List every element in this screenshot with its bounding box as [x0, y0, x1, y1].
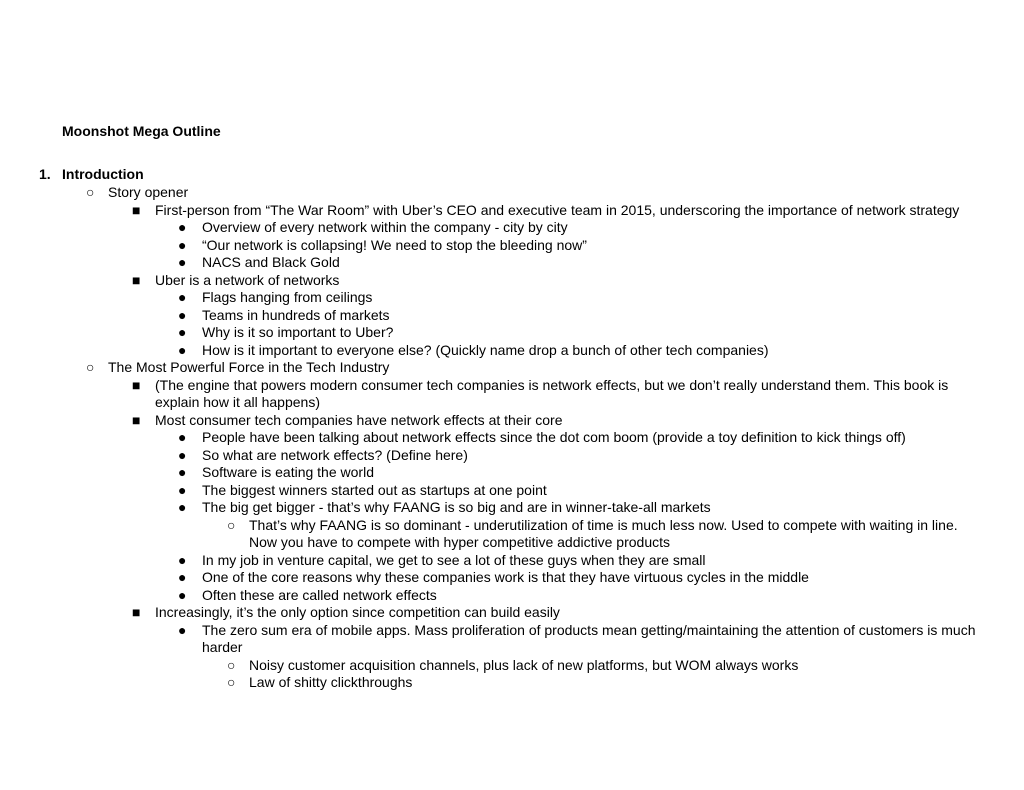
- section-heading: [39, 166, 144, 183]
- list-item-level4: ● Why is it so important to Uber?: [178, 324, 394, 340]
- list-item-level5: ○ That’s why FAANG is so dominant - underutilization of time is much less now. Used to compete with waiting in line.: [227, 516, 958, 533]
- list-item-continuation: harder: [202, 639, 243, 655]
- section-title: Introduction: [62, 166, 144, 182]
- list-item-level3: ■ Most consumer tech companies have network effects at their core: [132, 411, 563, 428]
- dot-bullet-icon: ●: [178, 499, 187, 515]
- list-item-level2: ○ The Most Powerful Force in the Tech Industry: [86, 359, 390, 375]
- hollow-bullet-icon: ○: [227, 674, 236, 690]
- dot-bullet-icon: ●: [178, 254, 187, 270]
- list-item-level4: ● The zero sum era of mobile apps. Mass proliferation of products mean getting/maintaining the attention of customers is much: [178, 621, 976, 638]
- dot-bullet-icon: ●: [178, 341, 187, 358]
- hollow-bullet-icon: ○: [227, 516, 236, 533]
- list-item-level4: ● Software is eating the world: [178, 464, 374, 480]
- list-item-level4: ● Often these are called network effects: [178, 586, 437, 603]
- dot-bullet-icon: ●: [178, 324, 187, 340]
- list-item-level3: ■ Increasingly, it’s the only option since competition can build easily: [132, 604, 560, 620]
- hollow-bullet-icon: ○: [227, 656, 236, 673]
- list-item-level4: ● Flags hanging from ceilings: [178, 289, 373, 305]
- document-title: Moonshot Mega Outline: [62, 123, 221, 139]
- list-item-continuation: Now you have to compete with hyper competitive addictive products: [249, 534, 670, 550]
- list-item-level4: ● In my job in venture capital, we get to see a lot of these guys when they are small: [178, 551, 706, 568]
- list-item-level2: ○ Story opener: [86, 184, 189, 200]
- dot-bullet-icon: ●: [178, 464, 187, 480]
- dot-bullet-icon: ●: [178, 569, 187, 585]
- dot-bullet-icon: ●: [178, 289, 187, 305]
- square-bullet-icon: ■: [132, 411, 141, 428]
- list-item-level4: ● The biggest winners started out as startups at one point: [178, 481, 547, 498]
- dot-bullet-icon: ●: [178, 481, 187, 498]
- hollow-bullet-icon: ○: [86, 359, 95, 375]
- square-bullet-icon: ■: [132, 604, 141, 620]
- list-item-level4: ● People have been talking about network effects since the dot com boom (provide a toy definition to kick things off): [178, 429, 906, 445]
- square-bullet-icon: ■: [132, 201, 141, 218]
- list-item-level4: ● “Our network is collapsing! We need to stop the bleeding now”: [178, 236, 587, 253]
- list-item-level5: ○ Law of shitty clickthroughs: [227, 674, 413, 690]
- dot-bullet-icon: ●: [178, 219, 187, 235]
- list-item-level4: ● Teams in hundreds of markets: [178, 306, 390, 323]
- dot-bullet-icon: ●: [178, 621, 187, 638]
- dot-bullet-icon: ●: [178, 236, 187, 253]
- list-item-level3: ■ Uber is a network of networks: [132, 271, 340, 288]
- dot-bullet-icon: ●: [178, 586, 187, 603]
- list-item-level4: ● So what are network effects? (Define here): [178, 446, 468, 463]
- list-item-continuation: explain how it all happens): [155, 394, 320, 410]
- dot-bullet-icon: ●: [178, 446, 187, 463]
- hollow-bullet-icon: ○: [86, 184, 95, 200]
- list-item-level3: ■ First-person from “The War Room” with Uber’s CEO and executive team in 2015, underscoring the importance of network strategy: [132, 201, 960, 218]
- list-item-level4: ● NACS and Black Gold: [178, 254, 340, 270]
- section-number: 1.: [39, 166, 51, 182]
- dot-bullet-icon: ●: [178, 551, 187, 568]
- square-bullet-icon: ■: [132, 376, 141, 393]
- list-item-level3: ■ (The engine that powers modern consumer tech companies is network effects, but we don’t really understand them. This book is: [132, 376, 949, 393]
- dot-bullet-icon: ●: [178, 306, 187, 323]
- list-item-level4: ● Overview of every network within the company - city by city: [178, 219, 568, 235]
- list-item-level4: ● One of the core reasons why these companies work is that they have virtuous cycles in the middle: [178, 569, 809, 585]
- list-item-level4: ● The big get bigger - that’s why FAANG is so big and are in winner-take-all markets: [178, 499, 711, 515]
- square-bullet-icon: ■: [132, 271, 141, 288]
- list-item-level4: ● How is it important to everyone else? (Quickly name drop a bunch of other tech companies): [178, 341, 769, 358]
- dot-bullet-icon: ●: [178, 429, 187, 445]
- list-item-level5: ○ Noisy customer acquisition channels, plus lack of new platforms, but WOM always works: [227, 656, 799, 673]
